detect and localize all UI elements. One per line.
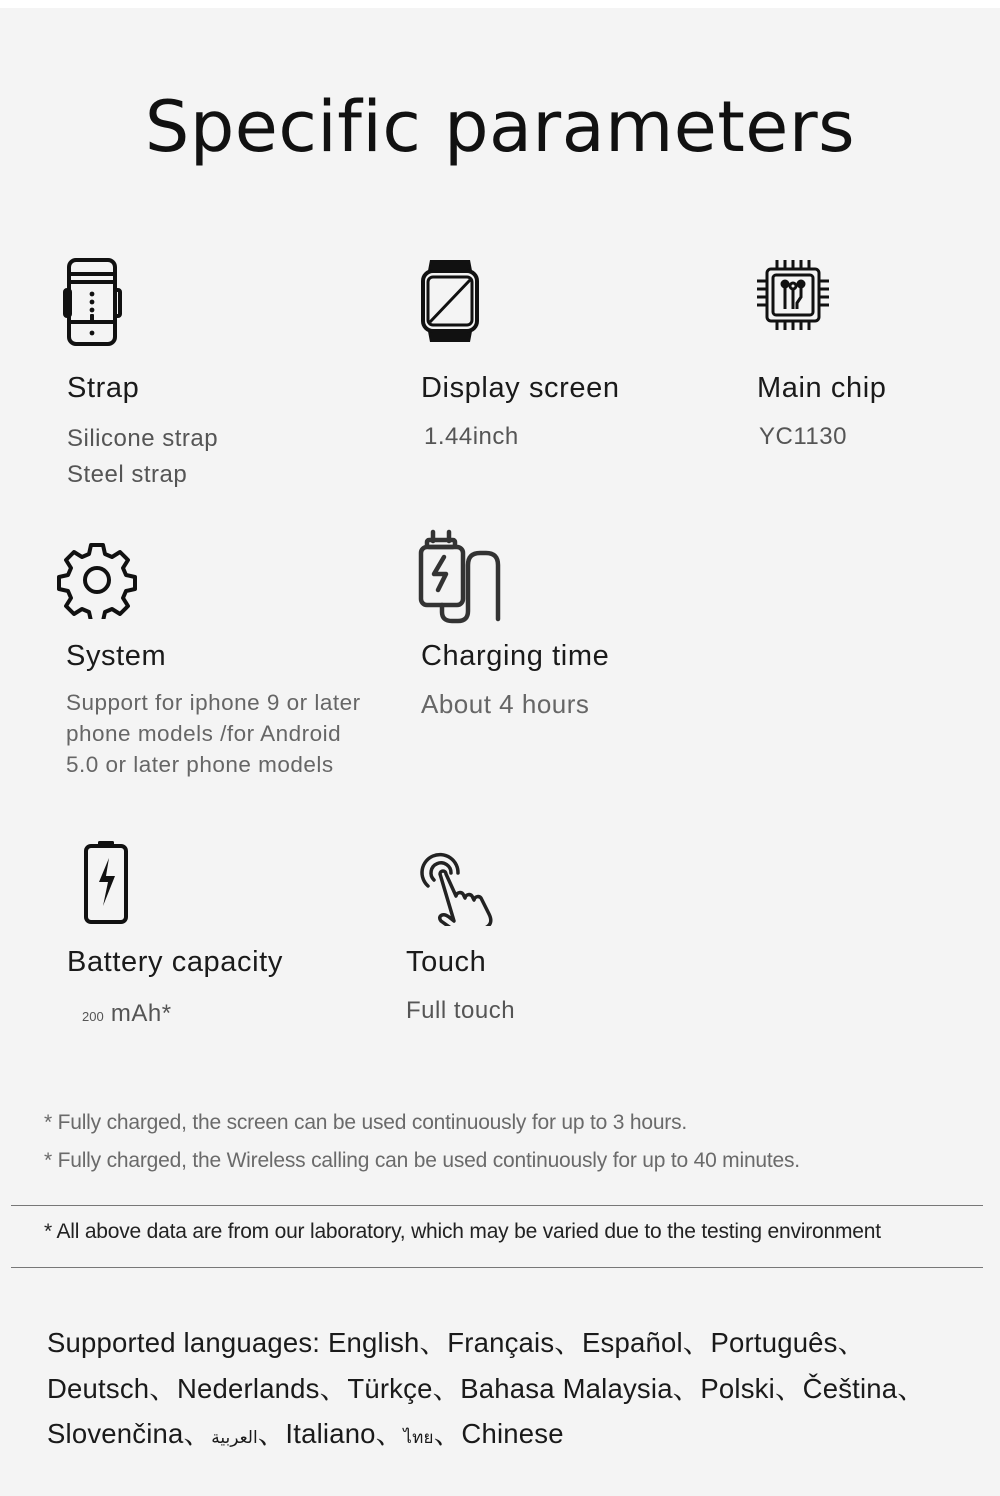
watch-strap-icon xyxy=(62,256,124,348)
battery-label: Battery capacity xyxy=(67,946,283,978)
battery-icon xyxy=(82,838,130,926)
strap-value-1: Silicone strap xyxy=(67,425,219,452)
languages-chinese: 、Chinese xyxy=(433,1418,564,1449)
charging-value: About 4 hours xyxy=(421,689,590,719)
languages-thai: ไทย xyxy=(403,1428,434,1447)
smartwatch-screen-icon xyxy=(418,256,482,346)
languages-arabic: العربية xyxy=(211,1428,258,1447)
battery-value xyxy=(82,996,172,1035)
laboratory-disclaimer: * All above data are from our laboratory, which may be varied due to the testing environment xyxy=(44,1220,881,1243)
display-value: 1.44inch xyxy=(424,423,519,450)
touch-value: Full touch xyxy=(406,997,516,1024)
battery-value-unit: mAh* xyxy=(103,1000,172,1027)
battery-note-2: * Fully charged, the Wireless calling can be used continuously for up to 40 minutes. xyxy=(44,1149,800,1172)
languages-line-1: Supported languages: English、Français、Español、Português、 xyxy=(47,1327,866,1358)
top-strip xyxy=(0,0,1000,8)
touch-hand-icon xyxy=(414,848,502,926)
system-value-line-2: phone models /for Android xyxy=(66,721,342,746)
battery-value-number: 200 xyxy=(82,1009,104,1024)
battery-note-1: * Fully charged, the screen can be used continuously for up to 3 hours. xyxy=(44,1111,688,1134)
divider-bottom xyxy=(11,1267,983,1268)
system-label: System xyxy=(66,640,167,672)
languages-italiano: 、Italiano、 xyxy=(257,1418,404,1449)
languages-slovencina: Slovenčina、 xyxy=(47,1418,212,1449)
languages-line-3 xyxy=(47,1411,977,1461)
system-value-line-3: 5.0 or later phone models xyxy=(66,752,334,777)
supported-languages xyxy=(47,1320,977,1461)
charging-label: Charging time xyxy=(421,640,610,672)
divider-top xyxy=(11,1205,983,1206)
charger-icon xyxy=(418,529,518,625)
chip-label: Main chip xyxy=(757,372,887,404)
system-value-line-1: Support for iphone 9 or later xyxy=(66,690,361,715)
chip-icon xyxy=(754,257,832,333)
touch-label: Touch xyxy=(406,946,487,978)
chip-value: YC1130 xyxy=(759,423,847,450)
strap-value-2: Steel strap xyxy=(67,461,188,488)
page-title: Specific parameters xyxy=(144,86,856,168)
gear-icon xyxy=(57,541,137,619)
strap-label: Strap xyxy=(67,372,140,404)
languages-line-2: Deutsch、Nederlands、Türkçe、Bahasa Malaysia、Polski、Čeština、 xyxy=(47,1372,925,1404)
display-label: Display screen xyxy=(421,372,620,404)
